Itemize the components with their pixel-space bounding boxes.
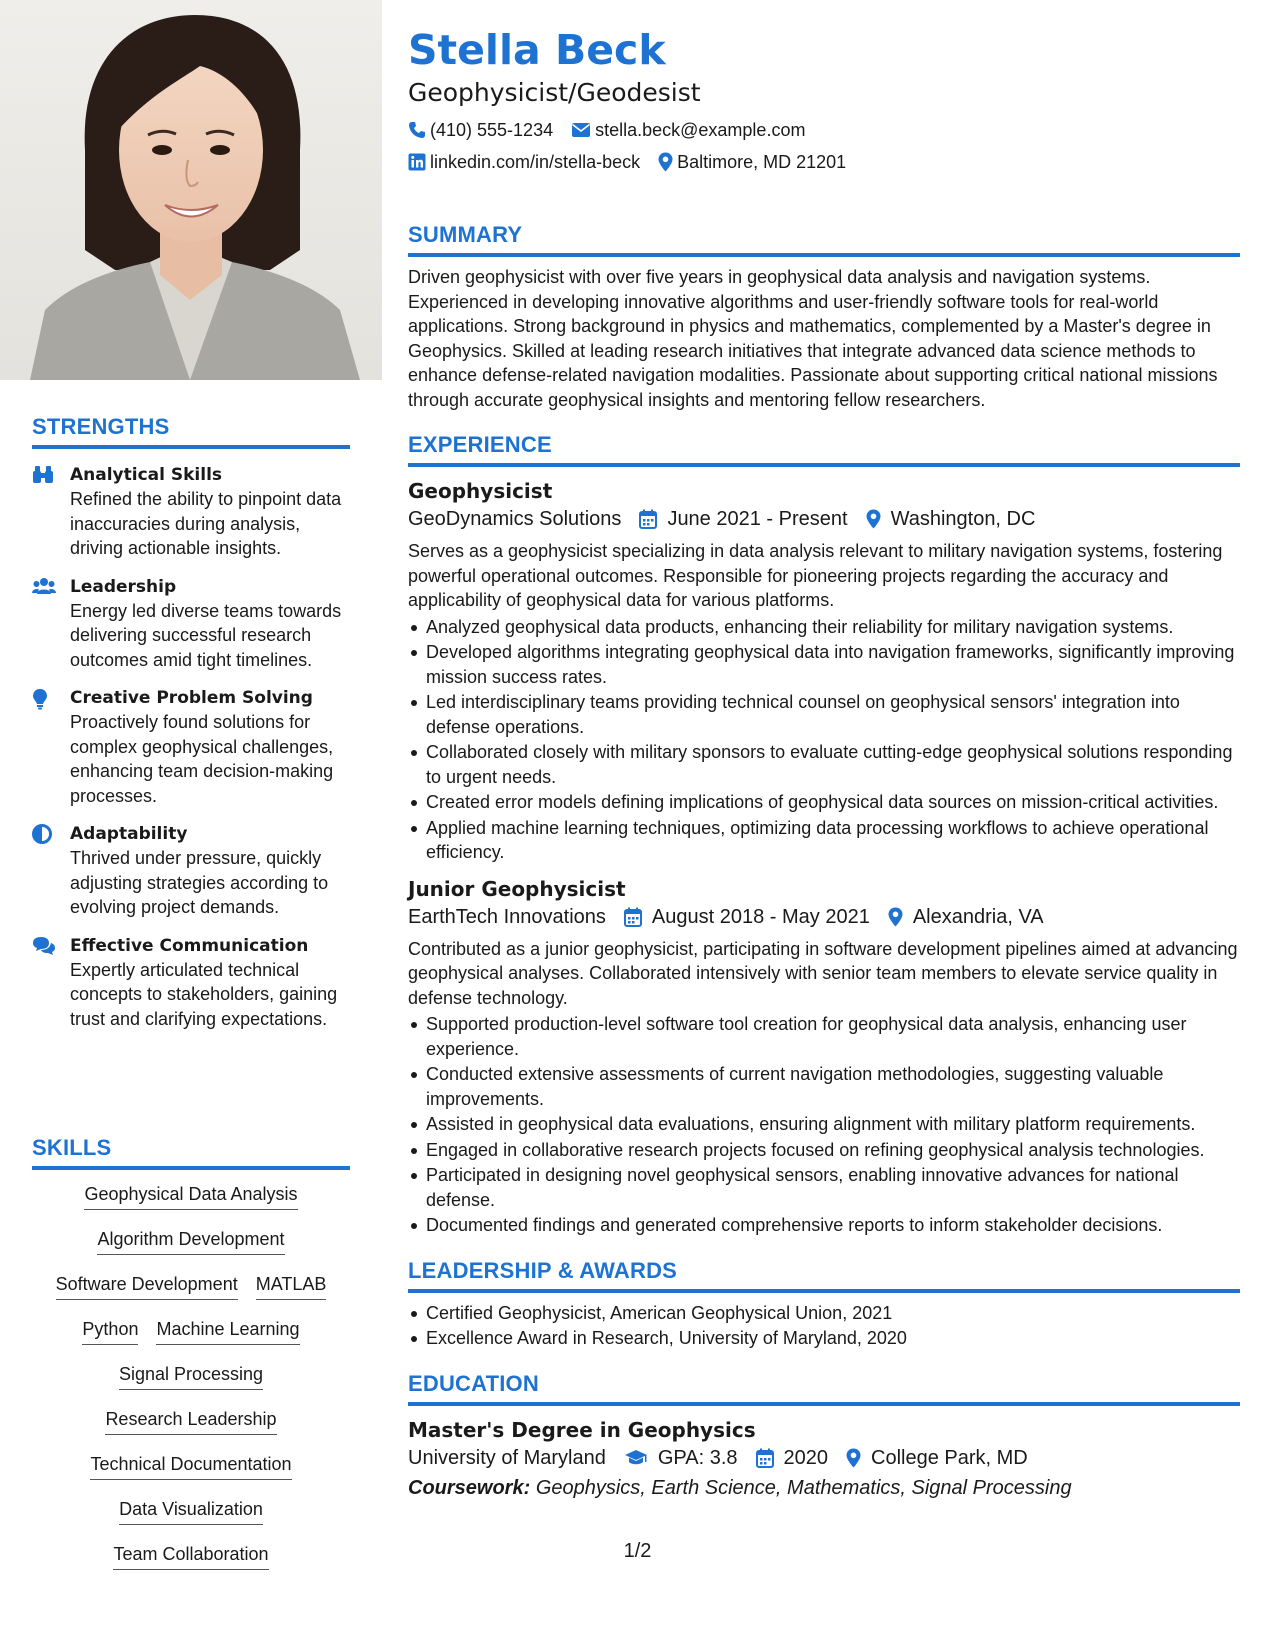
right-column	[408, 0, 1240, 1502]
skill-tag: Signal Processing	[119, 1362, 263, 1390]
strength-description: Thrived under pressure, quickly adjusting strategies according to evolving project demands.	[70, 848, 329, 917]
job-description: Serves as a geophysicist specializing in data analysis relevant to military navigation systems, fostering powerful operational outcomes. Responsible for pioneering projects regarding the accuracy and applicability of geophysical data for various platforms.	[408, 541, 1223, 610]
job-entry	[408, 875, 1240, 1238]
phone-icon	[408, 121, 426, 139]
skill-tag: Software Development	[56, 1272, 238, 1300]
list-item: Led interdisciplinary teams providing technical counsel on geophysical sensors' integration into defense operations.	[408, 690, 1240, 739]
job-location	[866, 505, 1036, 533]
job-description: Contributed as a junior geophysicist, participating in software development pipelines aimed at advancing geophysical analyses. Collaborated intensively with senior team members to elevate service quality in defense technology.	[408, 938, 1238, 1008]
education-section	[408, 1371, 1240, 1502]
contact-phone	[408, 118, 553, 142]
calendar-icon	[756, 1448, 774, 1468]
job-entry	[408, 477, 1240, 865]
section-title: LEADERSHIP & AWARDS	[408, 1258, 1240, 1293]
map-pin-icon	[866, 509, 881, 529]
strength-item	[32, 822, 350, 920]
location-text: Alexandria, VA	[912, 905, 1044, 928]
job-title: Junior Geophysicist	[408, 876, 626, 901]
strength-title: Leadership	[70, 576, 177, 597]
list-item: Developed algorithms integrating geophysical data into navigation frameworks, significantly improving mission success rates.	[408, 640, 1240, 689]
left-column	[0, 0, 382, 1650]
dates-text: August 2018 - May 2021	[651, 905, 870, 928]
users-icon	[32, 575, 70, 673]
map-pin-icon	[888, 907, 903, 927]
location-text: Washington, DC	[890, 508, 1036, 530]
strengths-section	[32, 414, 350, 1031]
education-meta	[408, 1444, 1240, 1472]
skill-tag: Python	[82, 1317, 138, 1345]
degree-title: Master's Degree in Geophysics	[408, 1417, 756, 1442]
strength-title: Adaptability	[70, 824, 188, 844]
skill-tag: Geophysical Data Analysis	[84, 1182, 297, 1210]
strength-item	[32, 934, 350, 1032]
job-location	[888, 903, 1044, 931]
strength-item	[32, 686, 350, 808]
job-company	[408, 505, 621, 533]
graduation-cap-icon	[624, 1449, 648, 1467]
gpa	[624, 1444, 738, 1472]
skill-tag: Research Leadership	[105, 1407, 276, 1435]
job-bullets	[408, 615, 1240, 865]
contact-text: Baltimore, MD 21201	[677, 152, 847, 172]
strength-item	[32, 463, 350, 561]
page-number: 1/2	[623, 1540, 652, 1562]
list-item: Documented findings and generated comprehensive reports to inform stakeholder decisions.	[408, 1213, 1240, 1238]
skill-tag: Machine Learning	[156, 1317, 299, 1345]
skill-tag: MATLAB	[256, 1272, 327, 1300]
company-name: GeoDynamics Solutions	[408, 508, 622, 530]
section-title: EXPERIENCE	[408, 432, 1240, 467]
list-item: Supported production-level software tool creation for geophysical data analysis, enhancing user experience.	[408, 1012, 1240, 1061]
dates-text: June 2021 - Present	[667, 508, 848, 530]
section-title: EDUCATION	[408, 1371, 1240, 1406]
list-item: Collaborated closely with military sponsors to evaluate cutting-edge geophysical solutions responding to urgent needs.	[408, 740, 1240, 789]
skill-tag: Data Visualization	[119, 1497, 263, 1525]
lightbulb-icon	[32, 686, 70, 808]
coursework	[408, 1474, 1240, 1502]
half-circle-icon	[32, 822, 70, 920]
list-item: Assisted in geophysical data evaluations, ensuring alignment with military platform requirements.	[408, 1112, 1240, 1137]
list-item: Created error models defining implications of geophysical data sources on mission-critical activities.	[408, 790, 1240, 815]
map-pin-icon	[846, 1448, 861, 1468]
job-company	[408, 903, 606, 931]
contact-text: stella.beck@example.com	[595, 120, 806, 140]
job-dates	[639, 505, 847, 533]
chat-bubbles-icon	[32, 934, 70, 1032]
skill-list	[32, 1182, 350, 1587]
year-text: 2020	[783, 1446, 829, 1469]
list-item: Excellence Award in Research, University of Maryland, 2020	[408, 1326, 1240, 1351]
list-item: Analyzed geophysical data products, enhancing their reliability for military navigation systems.	[408, 615, 1240, 640]
contact-row	[408, 118, 1240, 142]
contact-linkedin[interactable]	[408, 150, 640, 174]
map-pin-icon	[658, 152, 673, 172]
job-title: Geophysicist	[408, 479, 553, 503]
contact-email[interactable]	[571, 118, 805, 142]
list-item: Certified Geophysicist, American Geophysical Union, 2021	[408, 1301, 1240, 1326]
strength-description: Expertly articulated technical concepts to stakeholders, gaining trust and clarifying expectations.	[70, 959, 338, 1029]
strength-description: Energy led diverse teams towards delivering successful research outcomes amid tight timelines.	[70, 600, 342, 670]
strength-item	[32, 575, 350, 673]
contact-location	[658, 150, 846, 174]
calendar-icon	[639, 509, 657, 529]
coursework-label: Coursework:	[408, 1476, 531, 1499]
school-name	[408, 1444, 606, 1472]
list-item: Applied machine learning techniques, optimizing data processing workflows to achieve operational efficiency.	[408, 816, 1240, 865]
binoculars-icon	[32, 463, 70, 561]
summary-section	[408, 222, 1240, 412]
awards-section	[408, 1258, 1240, 1351]
calendar-icon	[624, 907, 642, 927]
skill-tag: Technical Documentation	[90, 1452, 291, 1480]
job-bullets	[408, 1012, 1240, 1238]
contact-text: linkedin.com/in/stella-beck	[430, 152, 641, 172]
section-title: SUMMARY	[408, 222, 1240, 257]
portrait-illustration	[0, 0, 382, 380]
candidate-name: Stella Beck	[408, 26, 666, 74]
contact-text: (410) 555-1234	[430, 120, 554, 140]
list-item: Conducted extensive assessments of current navigation methodologies, suggesting valuable improvements.	[408, 1062, 1240, 1111]
contact-row	[408, 150, 1240, 174]
school-text: University of Maryland	[408, 1446, 606, 1469]
section-title: SKILLS	[32, 1135, 350, 1170]
awards-list	[408, 1301, 1240, 1351]
job-dates	[624, 903, 870, 931]
strength-description: Proactively found solutions for complex geophysical challenges, enhancing team decision-making processes.	[70, 712, 334, 806]
summary-text: Driven geophysicist with over five years in geophysical data analysis and navigation systems. Experienced in developing innovative algorithms and user-friendly software tools for real-world applications. Strong background in physics and mathematics, complemented by a Master's degree in Geophysics. Skilled at leading research initiatives that integrate advanced data science methods to enhance defense-related navigation modalities. Passionate about supporting critical national missions through accurate geophysical insights and mentoring fellow researchers.	[408, 267, 1218, 410]
strength-title: Effective Communication	[70, 935, 309, 956]
skill-tag: Algorithm Development	[97, 1227, 284, 1255]
strength-description: Refined the ability to pinpoint data inaccuracies during analysis, driving actionable insights.	[70, 489, 342, 558]
strength-title: Creative Problem Solving	[70, 688, 313, 708]
strength-title: Analytical Skills	[70, 465, 223, 485]
envelope-icon	[571, 122, 591, 138]
graduation-year	[756, 1444, 829, 1472]
job-meta	[408, 903, 1240, 931]
linkedin-icon	[408, 153, 426, 171]
gpa-text: GPA: 3.8	[657, 1446, 738, 1469]
list-item: Engaged in collaborative research projects focused on refining geophysical analysis technologies.	[408, 1138, 1240, 1163]
skill-tag: Team Collaboration	[113, 1542, 268, 1570]
experience-section	[408, 432, 1240, 1238]
profile-photo	[0, 0, 382, 380]
section-title: STRENGTHS	[32, 414, 350, 449]
skills-section	[32, 1135, 350, 1587]
list-item: Participated in designing novel geophysical sensors, enabling innovative advances for national defense.	[408, 1163, 1240, 1212]
school-location	[846, 1444, 1028, 1472]
coursework-text: Geophysics, Earth Science, Mathematics, Signal Processing	[535, 1476, 1072, 1499]
job-meta	[408, 505, 1240, 533]
candidate-title: Geophysicist/Geodesist	[408, 78, 701, 107]
company-name: EarthTech Innovations	[408, 905, 606, 928]
location-text: College Park, MD	[871, 1446, 1028, 1469]
